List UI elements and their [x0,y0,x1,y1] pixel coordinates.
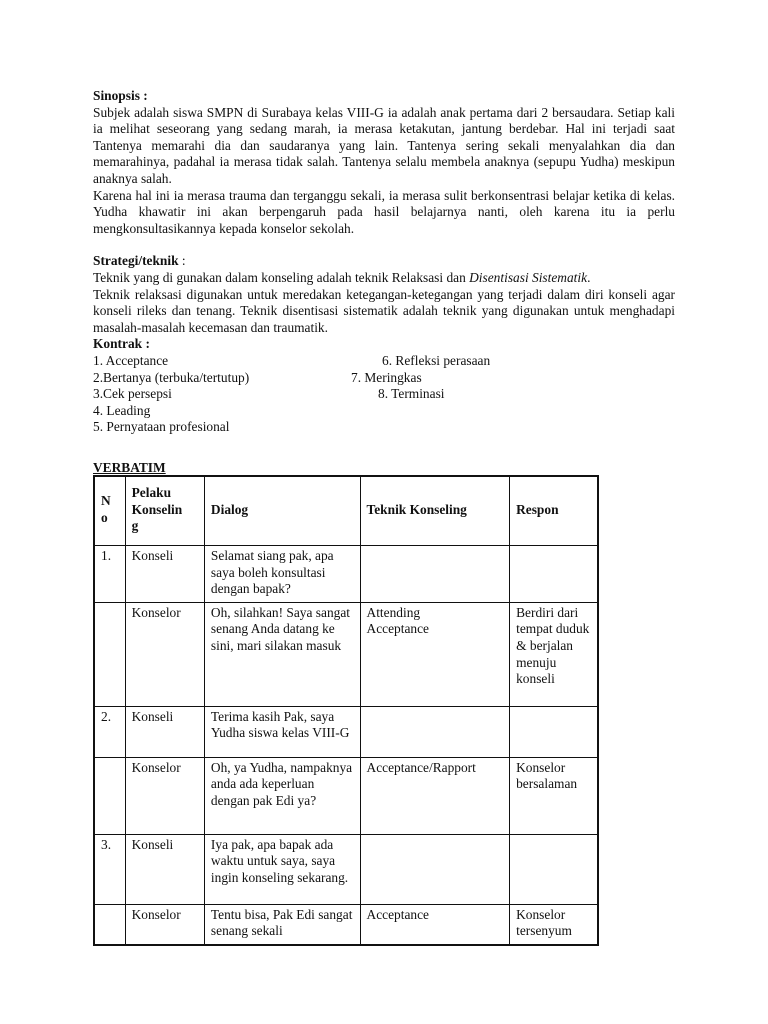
row-technique [360,834,510,904]
kontrak-item: 5. Pernyataan profesional [93,419,230,435]
row-actor: Konselor [125,757,204,834]
row-number [94,602,125,706]
strategi-line-1-end: . [587,269,591,285]
row-response: Berdiri dari tempat duduk & berjalan menuju konseli [510,602,598,706]
column-header-dialog: Dialog [204,476,360,546]
strategi-line-1 [93,270,675,287]
verbatim-header-row [94,476,598,546]
kontrak-item: 1. Acceptance [93,352,169,368]
row-dialog: Terima kasih Pak, saya Yudha siswa kelas VIII-G [204,706,360,757]
row-response: Konselor bersalaman [510,757,598,834]
strategi-heading-suffix: : [178,253,186,269]
verbatim-title: VERBATIM [93,459,166,475]
kontrak-row-4 [93,403,675,420]
document-page [93,88,675,476]
row-actor: Konseli [125,706,204,757]
table-row [94,834,598,904]
row-response [510,706,598,757]
kontrak-item: 6. Refleksi perasaan [382,352,491,368]
column-header-pelaku: Pelaku Konselin g [125,476,204,546]
row-actor: Konseli [125,546,204,603]
row-number: 1. [94,546,125,603]
kontrak-item: 3.Cek persepsi [93,386,172,402]
kontrak-item: 2.Bertanya (terbuka/tertutup) [93,369,250,385]
row-dialog: Oh, silahkan! Saya sangat senang Anda datang ke sini, mari silakan masuk [204,602,360,706]
row-dialog: Tentu bisa, Pak Edi sangat senang sekali [204,904,360,945]
row-technique [360,706,510,757]
column-header-respon: Respon [510,476,598,546]
row-actor: Konselor [125,602,204,706]
row-number [94,904,125,945]
table-row [94,706,598,757]
strategi-paragraph: Teknik relaksasi digunakan untuk meredakan ketegangan-ketegangan yang terjadi dalam diri konseli agar konseli rileks dan tenang. Teknik disentisasi sistematik adalah teknik yang digunakan untuk menghadapi masalah-masalah kecemasan dan traumatik. [93,286,675,335]
table-row [94,546,598,603]
sinopsis-paragraph-2: Karena hal ini ia merasa trauma dan terganggu sekali, ia merasa sulit berkonsentrasi belajar ketika di kelas. Yudha khawatir ini akan berpengaruh pada hasil belajarnya nanti, oleh karena itu ia perlu mengkonsultasikannya kepada konselor sekolah. [93,187,675,236]
kontrak-row-2 [93,370,675,387]
sinopsis-paragraph-1: Subjek adalah siswa SMPN di Surabaya kelas VIII-G ia adalah anak pertama dari 2 bersaudara. Setiap kali ia melihat seseorang yang sedang marah, ia merasa ketakutan, jantung berdebar. Hal ini terjadi saat Tantenya memarahi dia dan saudaranya yang lain. Tantenya sering sekali menyalahkan dia dan memarahinya, padahal ia merasa tidak salah. Tantenya selalu membela anaknya (sepupu Yudha) meskipun anaknya salah. [93,104,675,186]
row-response [510,546,598,603]
row-technique: Acceptance [360,904,510,945]
verbatim-table [93,475,599,946]
kontrak-item: 8. Terminasi [378,386,445,402]
column-header-no: N o [94,476,125,546]
row-response [510,834,598,904]
kontrak-heading: Kontrak : [93,336,150,352]
strategi-heading-line [93,253,675,270]
kontrak-row-1 [93,353,675,370]
strategi-line-1-text: Teknik yang di gunakan dalam konseling adalah teknik Relaksasi dan [93,269,470,285]
kontrak-item: 4. Leading [93,402,151,418]
column-header-teknik: Teknik Konseling [360,476,510,546]
kontrak-row-3 [93,386,675,403]
kontrak-item: 7. Meringkas [351,369,422,385]
row-dialog: Oh, ya Yudha, nampaknya anda ada keperluan dengan pak Edi ya? [204,757,360,834]
row-number: 3. [94,834,125,904]
row-actor: Konseli [125,834,204,904]
row-technique [360,546,510,603]
kontrak-row-5 [93,419,675,436]
table-row [94,904,598,945]
row-dialog: Iya pak, apa bapak ada waktu untuk saya, saya ingin konseling sekarang. [204,834,360,904]
row-dialog: Selamat siang pak, apa saya boleh konsultasi dengan bapak? [204,546,360,603]
table-row [94,757,598,834]
row-response: Konselor tersenyum [510,904,598,945]
table-row [94,602,598,706]
strategi-heading: Strategi/teknik [93,253,179,269]
row-number [94,757,125,834]
row-number: 2. [94,706,125,757]
row-actor: Konselor [125,904,204,945]
sinopsis-heading: Sinopsis : [93,88,148,103]
row-technique: Acceptance/Rapport [360,757,510,834]
strategi-technique-name: Disentisasi Sistematik [469,269,588,285]
row-technique: Attending Acceptance [360,602,510,706]
